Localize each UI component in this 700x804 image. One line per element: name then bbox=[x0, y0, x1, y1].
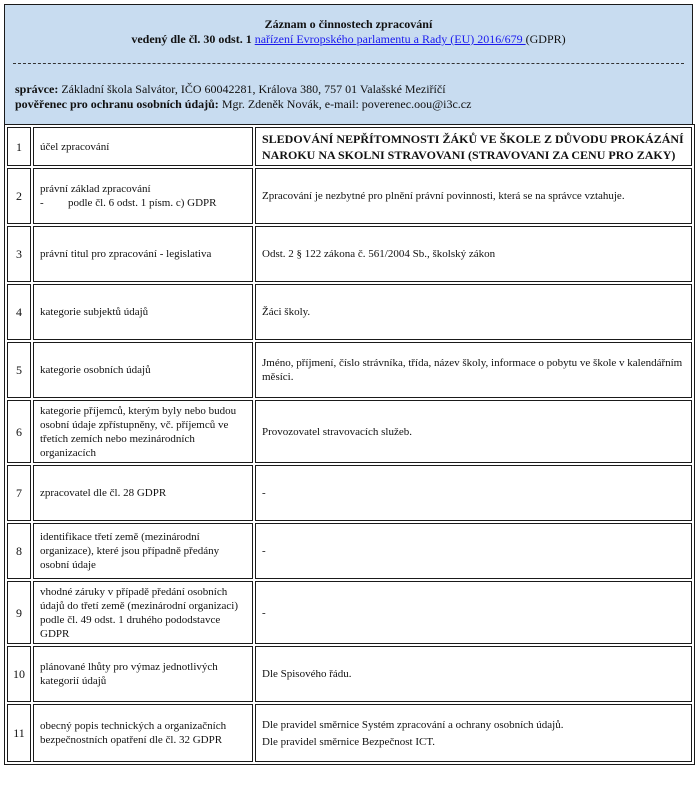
row-value: - bbox=[255, 523, 692, 579]
document-subtitle bbox=[5, 32, 692, 47]
row-label: právní titul pro zpracování - legislativa bbox=[33, 226, 253, 282]
controller-value: Základní škola Salvátor, IČO 60042281, Králova 380, 757 01 Valašské Meziříčí bbox=[58, 82, 446, 96]
row-label: plánované lhůty pro výmaz jednotlivých kategorií údajů bbox=[33, 646, 253, 702]
table-row bbox=[7, 400, 692, 463]
row-label: zpracovatel dle čl. 28 GDPR bbox=[33, 465, 253, 521]
controller-label: správce: bbox=[15, 82, 59, 96]
row-value: Zpracování je nezbytné pro plnění právní povinnosti, která se na správce vztahuje. bbox=[255, 168, 692, 224]
row-number: 9 bbox=[7, 581, 31, 644]
table-row bbox=[7, 342, 692, 398]
header-box bbox=[4, 4, 693, 125]
table-row bbox=[7, 646, 692, 702]
row-value: Dle Spisového řádu. bbox=[255, 646, 692, 702]
table-row bbox=[7, 226, 692, 282]
table-row bbox=[7, 127, 692, 166]
row-value: Odst. 2 § 122 zákona č. 561/2004 Sb., školský zákon bbox=[255, 226, 692, 282]
row-value-line: Dle pravidel směrnice Bezpečnost ICT. bbox=[262, 735, 435, 748]
table-row bbox=[7, 704, 692, 762]
row-value: Provozovatel stravovacích služeb. bbox=[255, 400, 692, 463]
table-row bbox=[7, 523, 692, 579]
row-value: - bbox=[255, 465, 692, 521]
row-value-line: Dle pravidel směrnice Systém zpracování a ochrany osobních údajů. bbox=[262, 718, 564, 731]
row-number: 3 bbox=[7, 226, 31, 282]
row-value bbox=[255, 704, 692, 762]
row-value: - bbox=[255, 581, 692, 644]
row-value: Žáci školy. bbox=[255, 284, 692, 340]
header-panel bbox=[4, 4, 693, 125]
row-label-sub bbox=[40, 196, 246, 210]
row-label: kategorie subjektů údajů bbox=[33, 284, 253, 340]
subtitle-prefix: vedený dle čl. 30 odst. 1 bbox=[131, 32, 255, 46]
row-number: 5 bbox=[7, 342, 31, 398]
table-row bbox=[7, 465, 692, 521]
row-number: 7 bbox=[7, 465, 31, 521]
subtitle-suffix: (GDPR) bbox=[525, 32, 566, 46]
controller-line bbox=[15, 82, 446, 97]
row-value: SLEDOVÁNÍ NEPŘÍTOMNOSTI ŽÁKŮ VE ŠKOLE Z DŮVODU PROKÁZÁNÍ NAROKU NA SKOLNI STRAVOVANI (STRAVOVANI ZA CENU PRO ZAKY) bbox=[255, 127, 692, 166]
row-number: 4 bbox=[7, 284, 31, 340]
row-label: účel zpracování bbox=[33, 127, 253, 166]
dpo-line bbox=[15, 97, 471, 112]
row-label-main: právní základ zpracování bbox=[40, 183, 151, 195]
row-label-sub-text: podle čl. 6 odst. 1 písm. c) GDPR bbox=[68, 197, 217, 209]
records-table bbox=[4, 124, 695, 765]
row-number: 8 bbox=[7, 523, 31, 579]
row-number: 1 bbox=[7, 127, 31, 166]
dpo-value: Mgr. Zdeněk Novák, e-mail: poverenec.oou@i3c.cz bbox=[218, 97, 472, 111]
row-label: kategorie osobních údajů bbox=[33, 342, 253, 398]
row-number: 11 bbox=[7, 704, 31, 762]
document-title: Záznam o činnostech zpracování bbox=[264, 17, 433, 31]
row-label: vhodné záruky v případě předání osobních údajů do třetí země (mezinárodní organizaci) podle čl. 49 odst. 1 druhého pododstavce GDPR bbox=[33, 581, 253, 644]
row-number: 10 bbox=[7, 646, 31, 702]
row-label: identifikace třetí země (mezinárodní organizace), které jsou případně předány osobní údaje bbox=[33, 523, 253, 579]
row-number: 6 bbox=[7, 400, 31, 463]
bullet-dash: - bbox=[40, 197, 44, 209]
table-row bbox=[7, 168, 692, 224]
dashed-divider bbox=[13, 63, 684, 64]
row-label: obecný popis technických a organizačních bezpečnostních opatření dle čl. 32 GDPR bbox=[33, 704, 253, 762]
table-row bbox=[7, 581, 692, 644]
row-label: kategorie příjemců, kterým byly nebo budou osobní údaje zpřístupněny, vč. příjemců ve třetích zemích nebo mezinárodních organizacích bbox=[33, 400, 253, 463]
row-number: 2 bbox=[7, 168, 31, 224]
row-label bbox=[33, 168, 253, 224]
gdpr-regulation-link[interactable]: nařízení Evropského parlamentu a Rady (EU) 2016/679 bbox=[254, 32, 526, 46]
table-row bbox=[7, 284, 692, 340]
row-value: Jméno, příjmení, číslo strávníka, třída, název školy, informace o pobytu ve škole v kalendářním měsíci. bbox=[255, 342, 692, 398]
dpo-label: pověřenec pro ochranu osobních údajů: bbox=[15, 97, 219, 111]
